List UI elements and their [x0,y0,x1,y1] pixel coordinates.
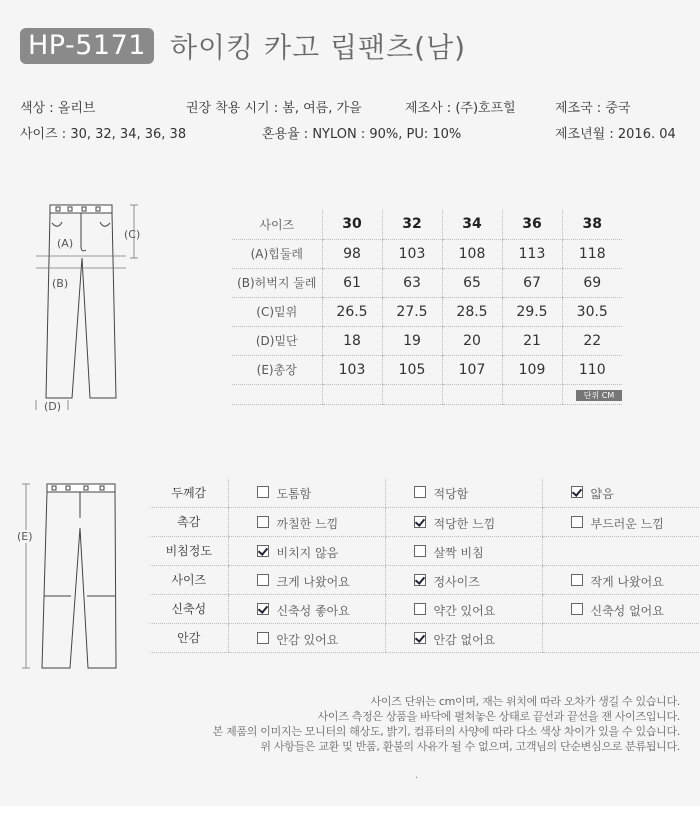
feel-option-cell [385,507,542,536]
feel-option-cell [228,478,385,507]
checkbox-checked[interactable] [571,486,583,498]
note-line: 본 제품의 이미지는 모니터의 해상도, 밝기, 컴퓨터의 사양에 따라 다소 색상 차이가 있을 수 있습니다. [212,725,680,738]
feel-row [150,594,699,623]
unit-badge: 단위 CM [576,390,622,401]
feel-option-label: 약간 있어요 [433,603,496,618]
row-label: (B)허벅지 둘레 [232,268,322,297]
checkbox-checked[interactable] [414,574,426,586]
table-cell: 22 [562,326,622,355]
feel-option-cell [385,594,542,623]
feel-option-cell [228,536,385,565]
checkbox-unchecked[interactable] [414,603,426,615]
feel-row [150,507,699,536]
size-table-header-row [232,210,622,239]
table-row [232,297,622,326]
feel-option-label: 신축성 좋아요 [276,603,350,618]
checkbox-unchecked[interactable] [257,516,269,528]
table-cell: 26.5 [322,297,382,326]
size-header-label: 사이즈 [232,210,322,239]
bottom-strip [0,806,700,830]
feel-option-cell [385,565,542,594]
table-cell: 118 [562,239,622,268]
table-cell: 98 [322,239,382,268]
feel-row [150,623,699,652]
feel-option-cell [542,536,699,565]
table-cell: 20 [442,326,502,355]
table-row-blank [232,384,622,404]
feel-row-label: 두께감 [150,478,228,507]
label-a: (A) [57,237,74,250]
table-cell: 28.5 [442,297,502,326]
feel-option-cell [542,623,699,652]
table-cell: 65 [442,268,502,297]
size-header-cell: 32 [382,210,442,239]
feel-option-label: 비치지 않음 [276,545,339,560]
table-row [232,355,622,384]
label-e: (E) [17,530,33,543]
size-header-cell: 36 [502,210,562,239]
row-label: (E)총장 [232,355,322,384]
feel-option-label: 도톰함 [276,487,312,501]
row-label: (C)밑위 [232,297,322,326]
table-cell: 61 [322,268,382,297]
checkbox-unchecked[interactable] [414,486,426,498]
table-cell: 69 [562,268,622,297]
feel-row-label: 신축성 [150,594,228,623]
checkbox-unchecked[interactable] [257,632,269,644]
feel-row [150,536,699,565]
checkbox-checked[interactable] [414,632,426,644]
feel-option-label: 안감 없어요 [433,632,496,647]
feel-option-label: 얇음 [590,487,614,501]
info-sizes: 사이즈 : 30, 32, 34, 36, 38 [20,127,187,142]
size-header-cell: 30 [322,210,382,239]
size-header-cell: 34 [442,210,502,239]
feel-option-label: 까칠한 느낌 [276,516,339,531]
row-label: (A)힙둘레 [232,239,322,268]
table-cell: 103 [382,239,442,268]
table-cell: 109 [502,355,562,384]
checkbox-unchecked[interactable] [414,545,426,557]
feel-option-cell [228,507,385,536]
table-cell: 63 [382,268,442,297]
pants-length-diagram [14,478,129,678]
checkbox-checked[interactable] [257,603,269,615]
table-cell: 30.5 [562,297,622,326]
checkbox-unchecked[interactable] [257,574,269,586]
footer-dot: . [415,770,419,781]
feel-option-cell [542,507,699,536]
table-cell: 21 [502,326,562,355]
checkbox-checked[interactable] [414,516,426,528]
info-color: 색상 : 올리브 [20,101,96,116]
table-cell: 27.5 [382,297,442,326]
table-cell: 110 [562,355,622,384]
info-date: 제조년월 : 2016. 04 [555,127,676,142]
blank-cell [502,384,562,404]
label-d: (D) [44,400,62,413]
fabric-feel-table [150,478,699,653]
feel-option-cell [228,623,385,652]
blank-cell [442,384,502,404]
feel-option-cell [385,478,542,507]
feel-row [150,478,699,507]
info-material: 혼용율 : NYLON : 90%, PU: 10% [262,127,462,142]
table-cell: 18 [322,326,382,355]
size-header-cell: 38 [562,210,622,239]
feel-option-label: 적당함 [433,487,469,501]
feel-row-label: 비침정도 [150,536,228,565]
feel-option-label: 크게 나왔어요 [276,574,350,589]
table-cell: 113 [502,239,562,268]
checkbox-unchecked[interactable] [571,516,583,528]
feel-option-cell [542,478,699,507]
blank-cell [232,384,322,404]
feel-option-label: 살짝 비침 [433,545,484,560]
table-row [232,239,622,268]
feel-option-cell [385,623,542,652]
table-cell: 29.5 [502,297,562,326]
feel-option-cell [385,536,542,565]
checkbox-unchecked[interactable] [571,603,583,615]
size-table [232,210,622,405]
info-season: 권장 착용 시기 : 봄, 여름, 가을 [186,101,362,116]
feel-option-label: 정사이즈 [433,574,480,589]
checkbox-checked[interactable] [257,545,269,557]
blank-cell [382,384,442,404]
table-cell: 19 [382,326,442,355]
note-line: 위 사항들은 교환 및 반품, 환불의 사유가 될 수 없으며, 고객님의 단순변심으로 분류됩니다. [260,740,680,753]
product-header [20,28,466,64]
table-cell: 67 [502,268,562,297]
table-row [232,268,622,297]
checkbox-unchecked[interactable] [571,574,583,586]
notes [213,694,680,754]
checkbox-unchecked[interactable] [257,486,269,498]
feel-option-cell [542,565,699,594]
feel-option-cell [228,565,385,594]
feel-option-label: 적당한 느낌 [433,516,496,531]
table-cell: 107 [442,355,502,384]
label-b: (B) [52,277,69,290]
table-cell: 103 [322,355,382,384]
label-c: (C) [124,228,141,241]
feel-option-label: 작게 나왔어요 [590,574,664,589]
info-country: 제조국 : 중국 [555,101,631,116]
table-row [232,326,622,355]
table-cell: 108 [442,239,502,268]
feel-option-label: 신축성 없어요 [590,603,664,618]
note-line: 사이즈 측정은 상품을 바닥에 펼쳐놓은 상태로 끝선과 끝선을 잰 사이즈입니다. [317,710,680,723]
feel-row-label: 사이즈 [150,565,228,594]
feel-row [150,565,699,594]
product-name: 하이킹 카고 립팬츠(남) [169,31,467,64]
feel-option-cell [228,594,385,623]
fabric-feel-body [150,478,699,652]
product-code-badge: HP-5171 [20,28,154,64]
blank-cell [322,384,382,404]
table-cell: 105 [382,355,442,384]
note-line: 사이즈 단위는 cm이며, 재는 위치에 따라 오차가 생길 수 있습니다. [370,695,680,708]
info-maker: 제조사 : (주)호프힐 [405,101,516,116]
feel-option-label: 안감 있어요 [276,632,339,647]
row-label: (D)밑단 [232,326,322,355]
feel-option-cell [542,594,699,623]
feel-row-label: 촉감 [150,507,228,536]
feel-option-label: 부드러운 느낌 [590,516,664,531]
feel-row-label: 안감 [150,623,228,652]
